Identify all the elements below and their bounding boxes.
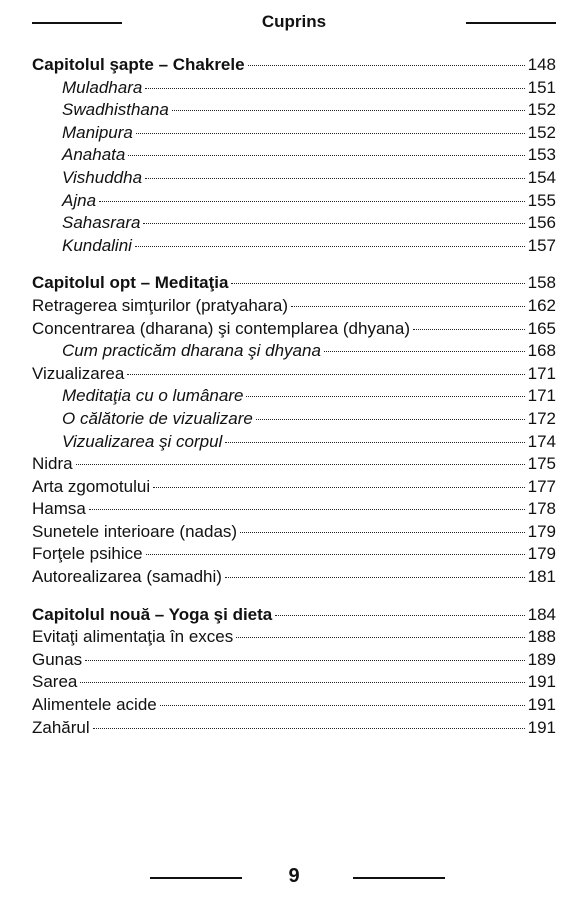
entry-page-number: 153: [527, 145, 556, 165]
entry-page-number: 156: [527, 213, 556, 233]
toc-entry: [32, 385, 556, 408]
toc-entry: [32, 212, 556, 235]
entry-title: Autorealizarea (samadhi): [32, 567, 222, 587]
footer-rule-left: [150, 877, 242, 879]
entry-page-number: 181: [527, 567, 556, 587]
page-header: [32, 8, 556, 36]
entry-page-number: 172: [527, 408, 556, 428]
toc-entry: [32, 717, 556, 740]
entry-title: Kundalini: [62, 235, 132, 255]
toc-entry: [32, 408, 556, 431]
toc-entry: [32, 453, 556, 476]
toc-entry: [32, 543, 556, 566]
header-rule-right: [466, 22, 556, 24]
dot-leader: [145, 88, 524, 89]
entry-title: Sarea: [32, 672, 78, 692]
toc-entry: [32, 498, 556, 521]
dot-leader: [246, 396, 524, 397]
entry-page-number: 165: [527, 318, 556, 338]
dot-leader: [99, 201, 525, 202]
entry-title: Swadhisthana: [62, 100, 169, 120]
entry-page-number: 191: [527, 672, 556, 692]
entry-title: Alimentele acide: [32, 695, 157, 715]
entry-page-number: 168: [527, 341, 556, 361]
toc-entry: [32, 295, 556, 318]
dot-leader: [145, 178, 525, 179]
toc-entry: [32, 99, 556, 122]
dot-leader: [127, 374, 524, 375]
entry-title: Manipura: [62, 122, 133, 142]
dot-leader: [76, 464, 525, 465]
entry-title: Hamsa: [32, 499, 86, 519]
entry-title: Capitolul şapte – Chakrele: [32, 55, 245, 74]
entry-title: Vishuddha: [62, 167, 143, 187]
dot-leader: [80, 682, 524, 683]
entry-title: Meditaţia cu o lumânare: [62, 386, 244, 406]
dot-leader: [225, 577, 525, 578]
entry-page-number: 171: [527, 363, 556, 383]
toc-entry: [32, 521, 556, 544]
entry-page-number: 151: [527, 77, 556, 97]
dot-leader: [413, 329, 525, 330]
toc-chapter-entry: [32, 272, 556, 295]
dot-leader: [291, 306, 525, 307]
entry-title: Evitaţi alimentaţia în exces: [32, 627, 234, 647]
entry-title: Anahata: [62, 145, 126, 165]
toc-entry: [32, 144, 556, 167]
entry-title: Muladhara: [62, 77, 143, 97]
dot-leader: [324, 351, 525, 352]
header-rule-left: [32, 22, 122, 24]
dot-leader: [153, 487, 525, 488]
entry-page-number: 188: [527, 627, 556, 647]
entry-title: Retragerea simţurilor (pratyahara): [32, 295, 289, 315]
toc-entry: [32, 340, 556, 363]
toc-entry: [32, 476, 556, 499]
dot-leader: [236, 637, 524, 638]
toc-entry: [32, 167, 556, 190]
entry-page-number: 179: [527, 521, 556, 541]
entry-title: O călătorie de vizualizare: [62, 408, 253, 428]
entry-title: Nidra: [32, 454, 73, 474]
entry-page-number: 155: [527, 190, 556, 210]
dot-leader: [225, 442, 524, 443]
entry-title: Sunetele interioare (nadas): [32, 521, 238, 541]
entry-title: Sahasrara: [62, 213, 141, 233]
dot-leader: [89, 509, 525, 510]
entry-title: Ajna: [62, 190, 97, 210]
entry-title: Capitolul opt – Meditaţia: [32, 273, 229, 293]
entry-page-number: 171: [527, 386, 556, 406]
entry-title: Capitolul nouă – Yoga şi dieta: [32, 604, 273, 624]
toc-section: [32, 272, 556, 588]
entry-page-number: 148: [527, 55, 556, 74]
dot-leader: [143, 223, 524, 224]
entry-page-number: 158: [527, 273, 556, 293]
entry-title: Gunas: [32, 649, 83, 669]
entry-page-number: 177: [527, 476, 556, 496]
dot-leader: [248, 65, 525, 66]
toc-entry: [32, 77, 556, 100]
dot-leader: [256, 419, 525, 420]
toc-entry: [32, 190, 556, 213]
dot-leader: [93, 728, 525, 729]
toc-entry: [32, 431, 556, 454]
entry-title: Vizualizarea: [32, 363, 125, 383]
entry-title: Cum practicăm dharana şi dhyana: [62, 341, 321, 361]
entry-title: Vizualizarea şi corpul: [62, 431, 223, 451]
entry-page-number: 189: [527, 649, 556, 669]
dot-leader: [160, 705, 525, 706]
toc-section: [32, 604, 556, 740]
toc-entry: [32, 235, 556, 258]
entry-page-number: 191: [527, 695, 556, 715]
toc-entry: [32, 649, 556, 672]
dot-leader: [128, 155, 524, 156]
toc-chapter-entry: [32, 54, 556, 77]
dot-leader: [85, 660, 525, 661]
dot-leader: [136, 133, 525, 134]
entry-page-number: 179: [527, 544, 556, 564]
toc-entry: [32, 363, 556, 386]
entry-page-number: 152: [527, 100, 556, 120]
entry-page-number: 184: [527, 604, 556, 624]
table-of-contents: [32, 54, 556, 754]
page-title: Cuprins: [261, 12, 327, 31]
toc-entry: [32, 626, 556, 649]
entry-page-number: 154: [527, 167, 556, 187]
entry-title: Concentrarea (dharana) şi contemplarea (dhyana): [32, 318, 410, 338]
page-footer: [0, 862, 588, 892]
toc-entry: [32, 671, 556, 694]
dot-leader: [275, 615, 524, 616]
toc-entry: [32, 122, 556, 145]
entry-page-number: 191: [527, 717, 556, 737]
toc-entry: [32, 318, 556, 341]
toc-entry: [32, 694, 556, 717]
footer-rule-right: [353, 877, 445, 879]
dot-leader: [240, 532, 525, 533]
dot-leader: [135, 246, 525, 247]
entry-page-number: 175: [527, 454, 556, 474]
toc-entry: [32, 566, 556, 589]
page-number: 9: [288, 865, 300, 887]
entry-title: Arta zgomotului: [32, 476, 151, 496]
dot-leader: [231, 283, 524, 284]
entry-page-number: 152: [527, 122, 556, 142]
toc-section: [32, 54, 556, 257]
dot-leader: [172, 110, 525, 111]
entry-page-number: 162: [527, 295, 556, 315]
entry-page-number: 174: [527, 431, 556, 451]
entry-title: Zahărul: [32, 717, 90, 737]
toc-chapter-entry: [32, 604, 556, 627]
entry-title: Forţele psihice: [32, 544, 143, 564]
dot-leader: [146, 554, 525, 555]
entry-page-number: 178: [527, 499, 556, 519]
entry-page-number: 157: [527, 235, 556, 255]
